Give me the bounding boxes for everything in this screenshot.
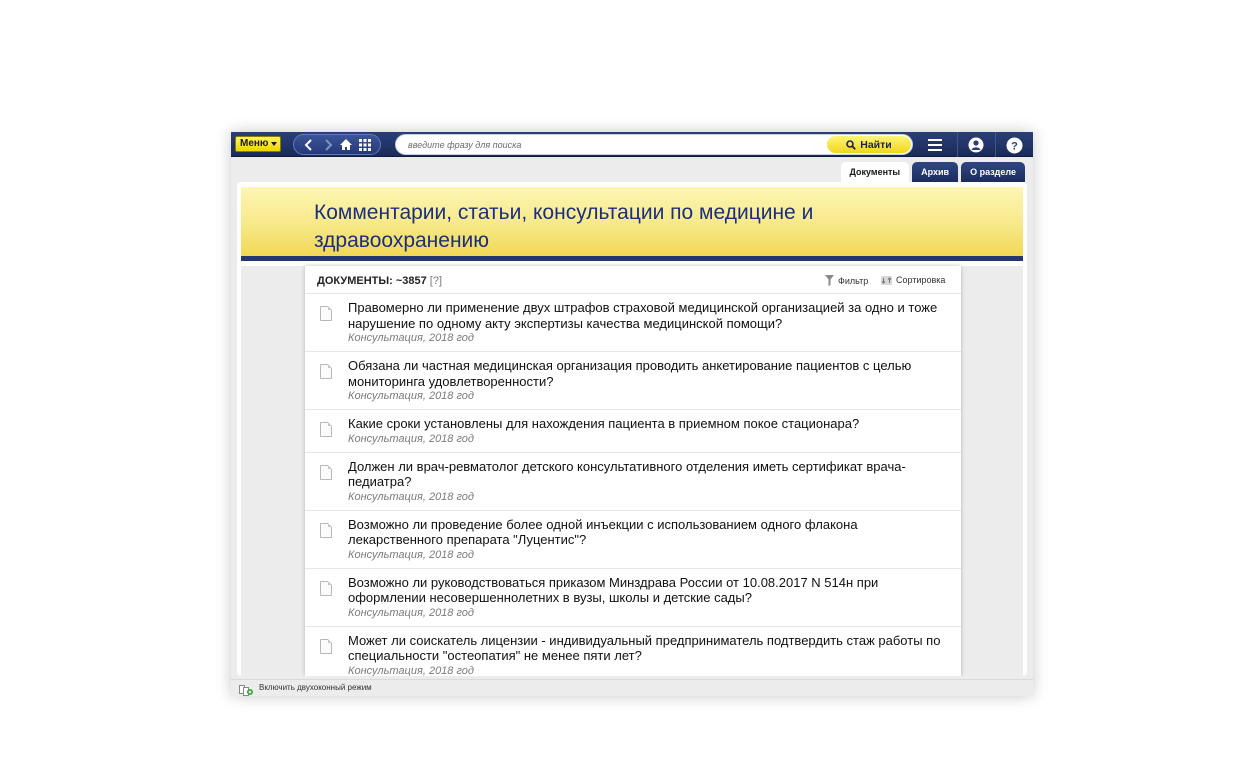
document-meta: Консультация, 2018 год [348,606,474,619]
find-button-label: Найти [860,138,892,151]
forward-icon[interactable] [321,138,335,152]
document-item[interactable] [305,410,961,453]
menu-button-label: Меню [240,138,269,149]
document-title[interactable]: Обязана ли частная медицинская организация проводить анкетирование пациентов с целью мониторинга удовлетворенности? [348,358,912,389]
document-count [317,275,442,287]
document-title[interactable]: Может ли соискатель лицензии - индивидуальный предприниматель подтвердить стаж работы по специальности "остеопатия" не менее пяти лет? [348,632,941,663]
help-icon[interactable] [1004,135,1024,155]
document-item[interactable] [305,352,961,410]
sort-label: Сортировка [896,275,946,285]
document-item[interactable] [305,511,961,569]
document-list-header [305,266,961,294]
document-count-label: ДОКУМЕНТЫ: ~3857 [317,275,427,287]
document-title[interactable]: Какие сроки установлены для нахождения пациента в приемном покое стационара? [348,416,860,431]
document-icon [320,639,332,654]
filter-button[interactable] [825,275,868,286]
content-panel [237,182,1027,676]
document-title[interactable]: Возможно ли проведение более одной инъекции с использованием одного флакона лекарственного препарата "Луцентис"? [348,516,858,547]
document-meta: Консультация, 2018 год [348,390,474,402]
document-title[interactable]: Должен ли врач-ревматолог детского консультативного отделения иметь сертификат врача-педиатра? [348,458,906,489]
section-banner [241,187,1023,261]
hamburger-menu-icon[interactable] [925,135,945,155]
sort-button[interactable] [881,275,945,285]
chevron-down-icon [271,142,277,146]
status-bar [231,679,1033,696]
document-meta: Консультация, 2018 год [348,490,474,503]
document-icon [320,422,332,437]
dual-window-icon[interactable] [239,683,253,694]
document-item[interactable] [305,294,961,352]
filter-icon [825,275,834,286]
document-icon [320,523,332,538]
dual-window-toggle[interactable]: Включить двухоконный режим [259,683,372,692]
document-meta: Консультация, 2018 год [348,332,474,344]
toolbar-divider [995,132,996,157]
home-icon[interactable] [339,138,353,152]
menu-button[interactable] [235,136,281,152]
toolbar-divider [957,132,958,157]
tab-archive[interactable]: Архив [912,162,958,182]
section-tabs [841,162,1025,182]
right-gutter [961,266,1023,676]
search-box [395,134,913,155]
document-icon [320,581,332,596]
document-icon [320,364,332,379]
count-help-link[interactable]: [?] [429,275,443,287]
user-profile-icon[interactable] [966,135,986,155]
document-meta: Консультация, 2018 год [348,432,474,445]
top-toolbar [231,132,1033,157]
navigation-group [293,134,381,155]
document-title[interactable]: Правомерно ли применение двух штрафов страховой медицинской организацией за одно и тоже нарушение по одному акту экспертизы качества медицинской помощи? [348,300,938,331]
document-icon [320,465,332,480]
grid-icon[interactable] [358,138,372,152]
left-gutter [241,266,305,676]
document-meta: Консультация, 2018 год [348,548,474,561]
svg-text:?: ? [1010,140,1018,152]
document-meta: Консультация, 2018 год [348,664,474,676]
tab-about[interactable]: О разделе [961,162,1025,182]
tab-documents[interactable]: Документы [841,162,910,182]
document-icon [320,306,332,321]
document-item[interactable] [305,453,961,511]
app-window [231,132,1033,696]
search-icon [846,140,856,150]
back-icon[interactable] [302,138,316,152]
search-input[interactable] [408,138,808,152]
find-button[interactable] [827,136,911,153]
filter-label: Фильтр [838,275,869,286]
sort-icon [881,276,892,285]
section-title: Комментарии, статьи, консультации по медицине и здравоохранению [314,201,814,252]
document-list [305,266,961,676]
document-item[interactable] [305,627,961,677]
document-title[interactable]: Возможно ли руководствоваться приказом Минздрава России от 10.08.2017 N 514н при оформлении несовершеннолетних в вузы, школы и детские сады? [348,574,879,605]
document-item[interactable] [305,569,961,627]
